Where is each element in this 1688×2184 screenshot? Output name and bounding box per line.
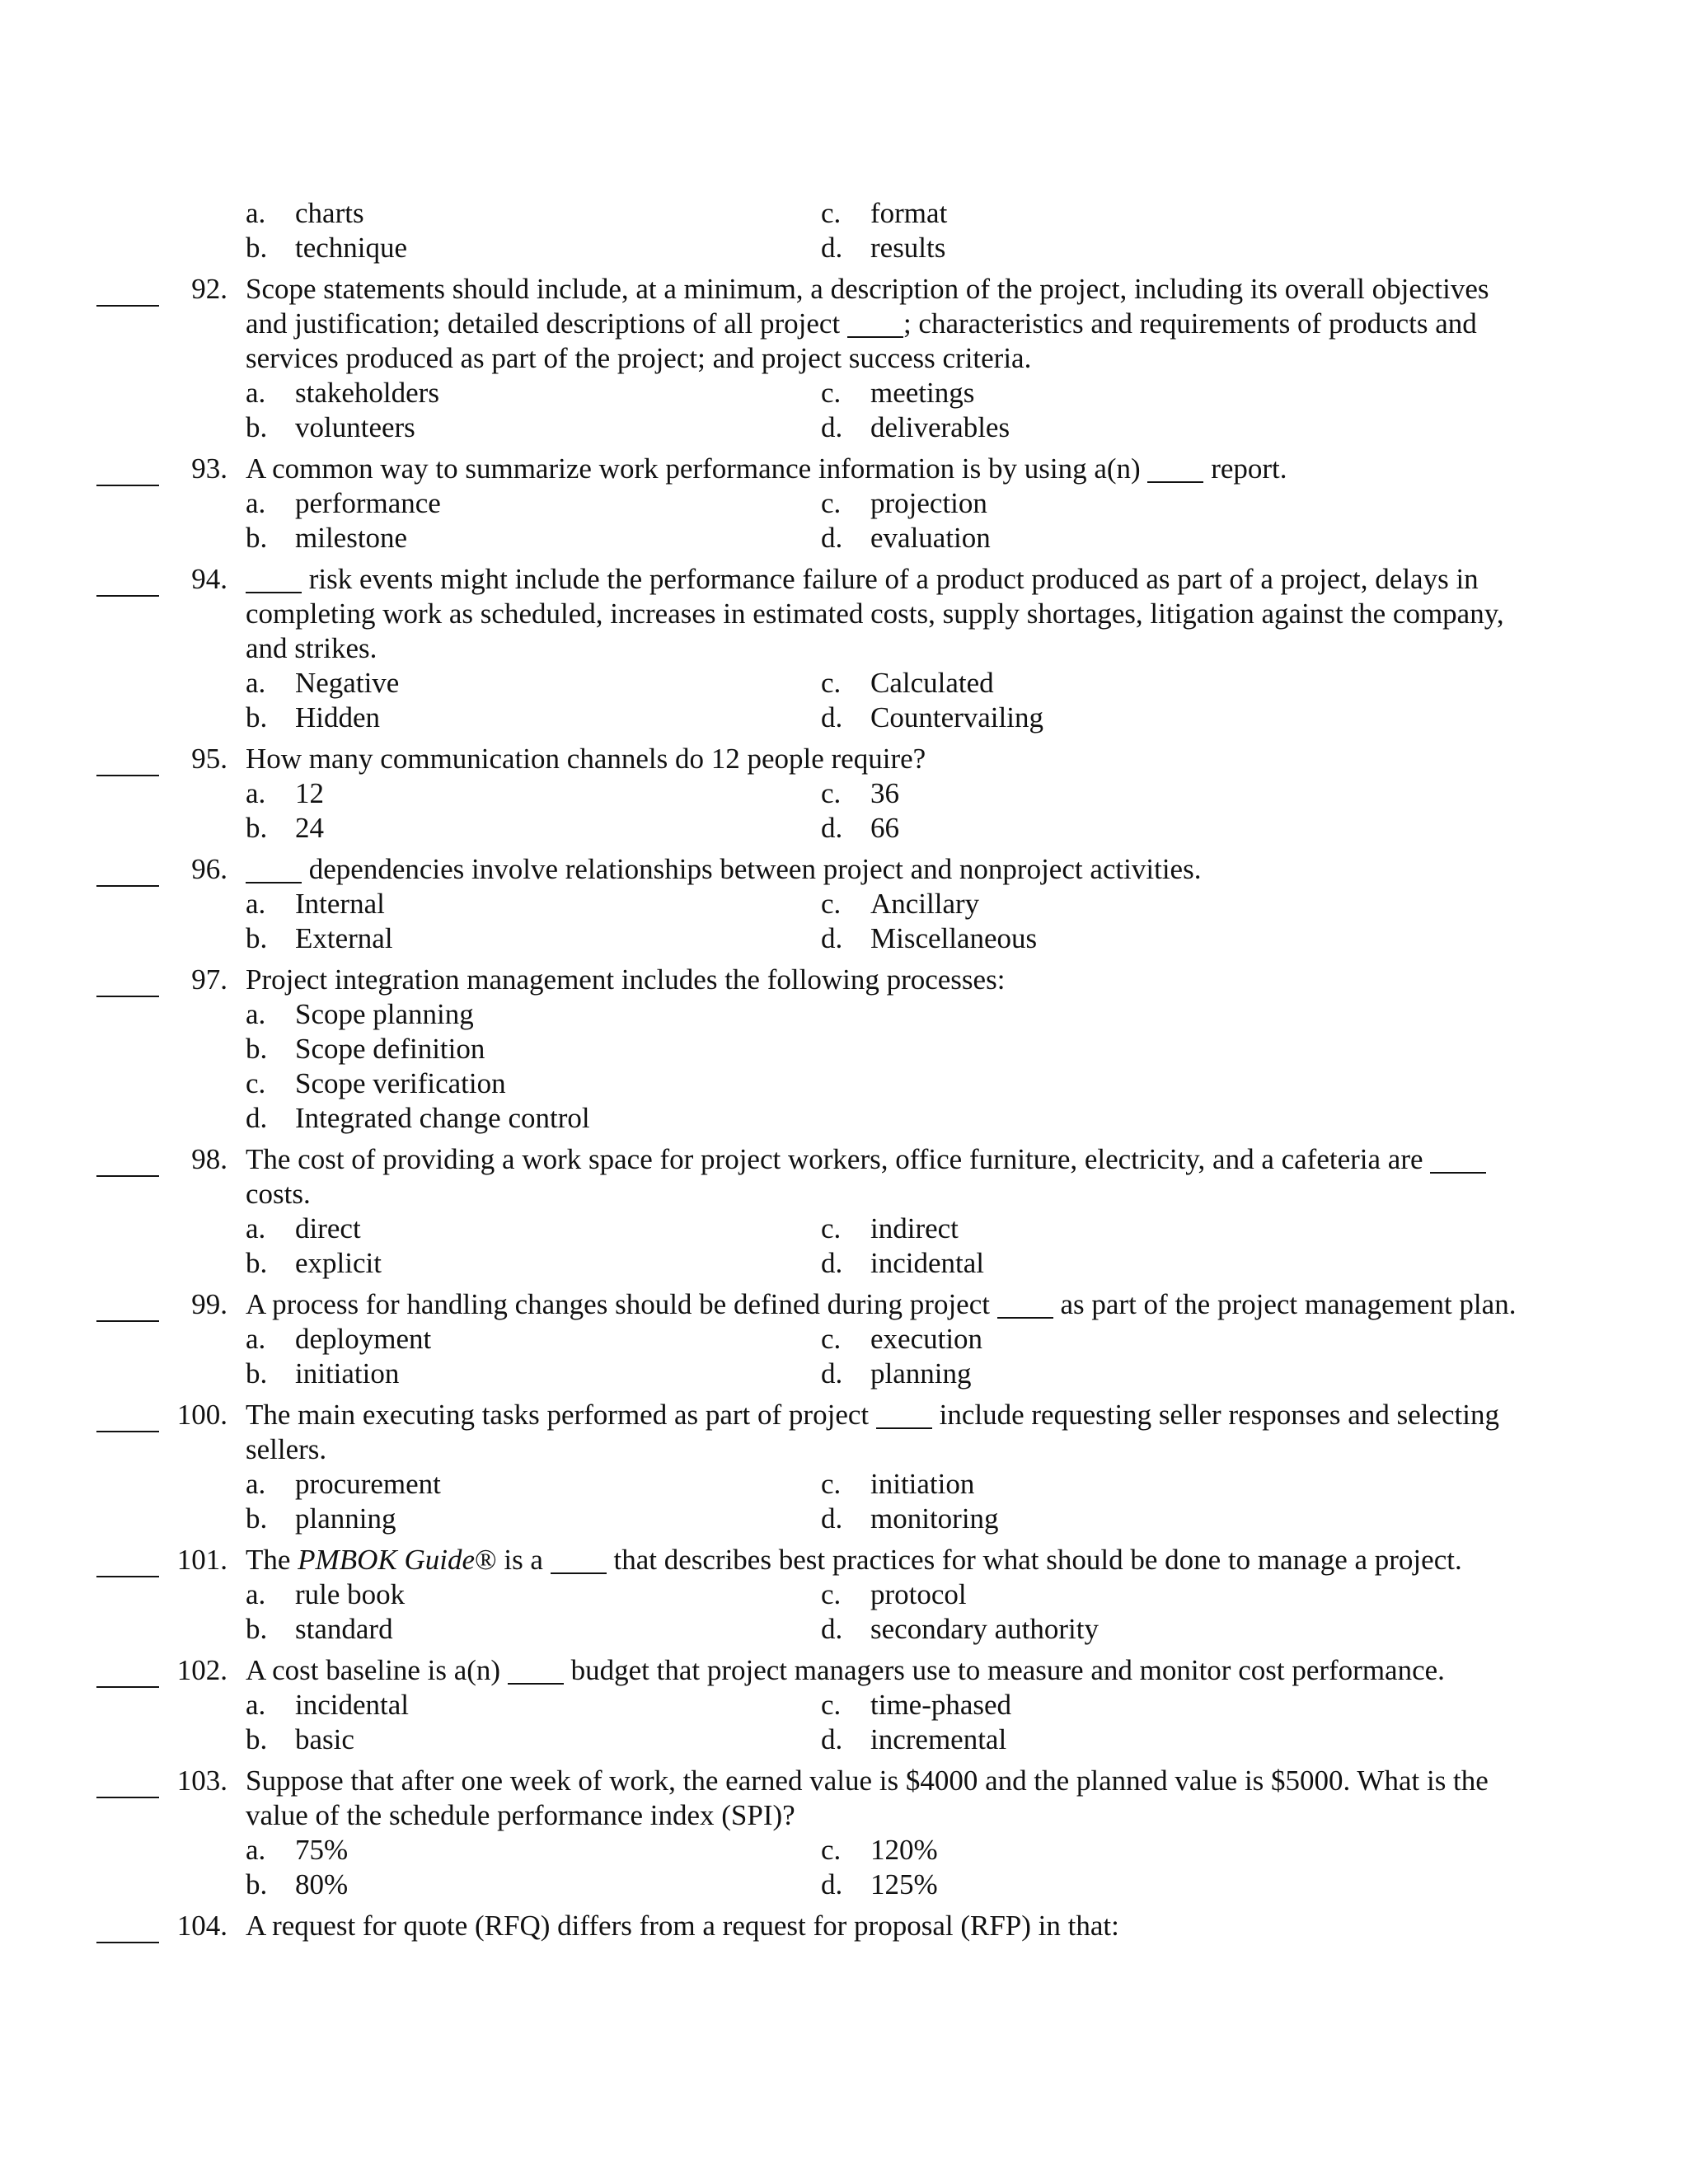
q102-options-row-2: b. basic d. incremental <box>246 1723 1007 1755</box>
q99-options-row-2: b. initiation d. planning <box>246 1357 972 1390</box>
question-stem: risk events might include the performance failure of a product produced as part of a project, delays in completing work as scheduled, increases in estimated costs, supply shortages, litigation against the company, and strikes. <box>246 563 1504 664</box>
question-stem: The cost of providing a work space for project workers, office furniture, electricity, and a cafeteria are costs. <box>246 1142 1585 1212</box>
answer-blank[interactable] <box>96 1175 159 1177</box>
question-number: 104. <box>176 1910 227 1942</box>
question-stem: The PMBOK Guide® is a that describes best practices for what should be done to manage a project. <box>246 1544 1462 1576</box>
q101-options-row-2: b. standard d. secondary authority <box>246 1613 1099 1645</box>
question-number: 97. <box>191 963 227 996</box>
q98-options-row-2: b. explicit d. incidental <box>246 1247 985 1279</box>
question-number: 99. <box>191 1288 227 1320</box>
fill-in-blank <box>876 1399 932 1429</box>
question-number: 100. <box>176 1399 227 1431</box>
question-stem: A process for handling changes should be defined during project as part of the project management plan. <box>246 1288 1517 1320</box>
q101-options-row-1: a. rule book c. protocol <box>246 1578 967 1610</box>
q97-option-d-row: d. Integrated change control <box>246 1102 590 1134</box>
question-number: 103. <box>176 1765 227 1797</box>
answer-blank[interactable] <box>96 1431 159 1432</box>
q103-options-row-2: b. 80% d. 125% <box>246 1868 938 1900</box>
fill-in-blank <box>847 308 903 338</box>
question-number: 94. <box>191 563 227 595</box>
question-number: 95. <box>191 743 227 775</box>
question-stem: Scope statements should include, at a minimum, a description of the project, including its overall objectives and justification; detailed descriptions of all project ; characteristics and requirements of products and services produced as part of the project; and project success criteria. <box>246 273 1489 374</box>
q93-options-row-1: a. performance c. projection <box>246 487 987 519</box>
answer-blank[interactable] <box>96 305 159 307</box>
q97-option-c-row: c. Scope verification <box>246 1067 506 1099</box>
q95-options-row-1: a. 12 c. 36 <box>246 777 899 809</box>
q100-options-row-2: b. planning d. monitoring <box>246 1502 999 1535</box>
question-stem: The main executing tasks performed as part of project include requesting seller responses and selecting sellers. <box>246 1399 1499 1465</box>
q97-option-b-row: b. Scope definition <box>246 1033 485 1065</box>
q98-options-row-1: a. direct c. indirect <box>246 1212 959 1244</box>
q97-option-a-row: a. Scope planning <box>246 998 474 1030</box>
question-stem: Suppose that after one week of work, the earned value is $4000 and the planned value is $5000. What is the value of the schedule performance index (SPI)? <box>246 1765 1489 1831</box>
question-stem: Project integration management includes the following processes: <box>246 963 1006 996</box>
q96-options-row-2: b. External d. Miscellaneous <box>246 922 1038 954</box>
q93-options-row-2: b. milestone d. evaluation <box>246 522 991 554</box>
question-number: 93. <box>191 452 227 485</box>
fill-in-blank <box>997 1289 1053 1319</box>
q91-options-row-2: b. technique d. results <box>246 232 946 264</box>
pmbok-guide-title: PMBOK Guide <box>298 1544 475 1576</box>
question-stem: How many communication channels do 12 people require? <box>246 743 926 775</box>
q96-options-row-1: a. Internal c. Ancillary <box>246 888 980 920</box>
fill-in-blank <box>551 1544 607 1574</box>
fill-in-blank <box>508 1655 564 1685</box>
fill-in-blank <box>1147 453 1203 483</box>
question-number: 102. <box>176 1654 227 1686</box>
fill-in-blank <box>1430 1144 1486 1174</box>
answer-blank[interactable] <box>96 1942 159 1943</box>
q95-options-row-2: b. 24 d. 66 <box>246 812 899 844</box>
q92-options-row-1: a. stakeholders c. meetings <box>246 377 975 409</box>
q94-options-row-2: b. Hidden d. Countervailing <box>246 701 1043 733</box>
question-number: 98. <box>191 1143 227 1175</box>
question-stem: A cost baseline is a(n) budget that project managers use to measure and monitor cost performance. <box>246 1654 1445 1686</box>
answer-blank[interactable] <box>96 595 159 597</box>
question-stem: A request for quote (RFQ) differs from a request for proposal (RFP) in that: <box>246 1910 1119 1942</box>
answer-blank[interactable] <box>96 1797 159 1798</box>
q92-options-row-2: b. volunteers d. deliverables <box>246 411 1010 443</box>
question-stem: dependencies involve relationships between project and nonproject activities. <box>246 852 1585 887</box>
fill-in-blank <box>246 564 302 593</box>
fill-in-blank <box>246 854 302 883</box>
q102-options-row-1: a. incidental c. time-phased <box>246 1689 1012 1721</box>
q103-options-row-1: a. 75% c. 120% <box>246 1834 938 1866</box>
q100-options-row-1: a. procurement c. initiation <box>246 1468 975 1500</box>
question-number: 96. <box>191 853 227 885</box>
q99-options-row-1: a. deployment c. execution <box>246 1323 983 1355</box>
question-number: 101. <box>176 1544 227 1576</box>
question-stem: A common way to summarize work performance information is by using a(n) report. <box>246 452 1287 485</box>
q94-options-row-1: a. Negative c. Calculated <box>246 667 994 699</box>
question-number: 92. <box>191 273 227 305</box>
q91-options-row-1: a. charts c. format <box>246 197 948 229</box>
